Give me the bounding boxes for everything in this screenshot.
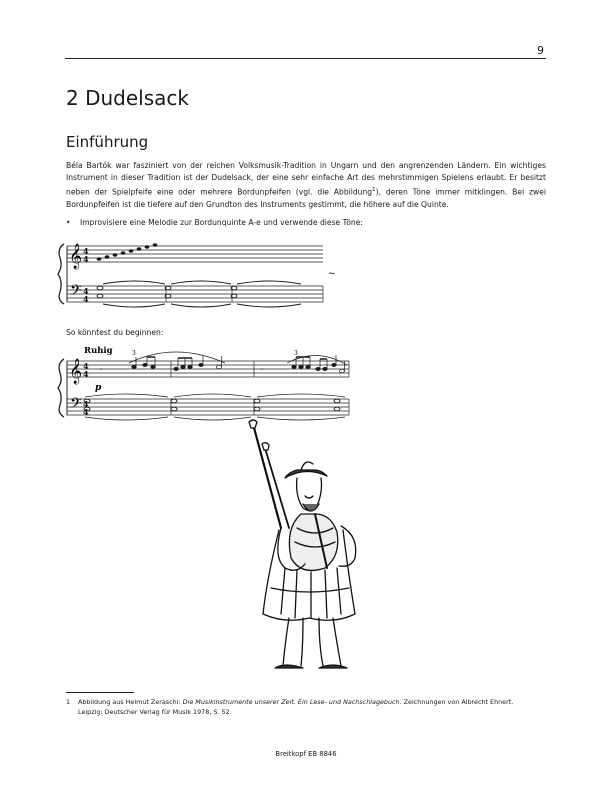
music-example-2 [55, 343, 355, 421]
fermata-icon: ~ [328, 269, 336, 279]
footnote-reference[interactable]: 1 [372, 187, 376, 194]
section-title: Einführung [66, 133, 149, 151]
footnote-rule [66, 692, 134, 693]
tempo-marking: Ruhig [84, 346, 113, 356]
time-signature-top: 4 [83, 246, 89, 256]
time-signature-top: 4 [83, 361, 89, 371]
footnote-book-title: Die Musikinstrumente unserer Zeit. Ein Lese- und Nachschlagebuch. [182, 698, 402, 706]
header-rule [65, 58, 546, 59]
footnote-number: 1 [66, 698, 71, 706]
chapter-number: 2 [66, 86, 79, 110]
time-signature-bottom: 4 [83, 254, 89, 264]
footnote-text: Abbildung aus Helmut Zeraschi: [78, 698, 183, 706]
footer: Breitkopf EB 8846 [275, 750, 337, 758]
page-number: 9 [537, 44, 544, 57]
svg-text:𝄼: 𝄼 [260, 365, 264, 376]
time-signature-bottom: 4 [83, 369, 89, 379]
chapter-title [66, 86, 189, 110]
example-caption: So könntest du beginnen: [66, 328, 164, 337]
treble-clef-icon: 𝄞 [69, 244, 83, 269]
bass-clef-icon: 𝄢 [70, 395, 82, 416]
time-signature-bottom-bass: 4 [83, 294, 89, 304]
footnote-text-after: Zeichnungen von Albrecht Ehnert. [401, 698, 514, 706]
time-signature-top-bass: 4 [83, 399, 89, 409]
time-signature-top-bass: 4 [83, 286, 89, 296]
bagpiper-illustration [245, 418, 375, 680]
drone-notes [84, 399, 340, 411]
bullet-text: Improvisiere eine Melodie zur Bordunquinte A-e und verwende diese Töne: [80, 218, 363, 227]
footnote-line-2: Leipzig: Deutscher Verlag für Musik 1978, S. 52. [78, 708, 232, 716]
treble-clef-icon: 𝄞 [69, 359, 83, 384]
music-example-1 [55, 236, 345, 312]
intro-paragraph [66, 160, 546, 211]
bullet-instruction [66, 218, 363, 227]
triplet-mark-1: 3 [132, 350, 136, 357]
dynamic-marking: p [95, 383, 102, 393]
brace [58, 359, 64, 417]
slurs [85, 352, 347, 420]
triplet-mark-2: 3 [294, 350, 298, 357]
bullet-symbol: • [66, 218, 71, 227]
footnote [66, 697, 546, 717]
bass-clef-icon: 𝄢 [70, 282, 82, 303]
brace [58, 244, 64, 304]
chapter-name: Dudelsack [85, 86, 189, 110]
intro-text-1: Béla Bartók war fasziniert von der reichen Volksmusik-Tradition in Ungarn und den angrenzenden Ländern. Ein wichtiges Instrument in dieser Tradition ist der Dudelsack, der eine sehr einfache Art des mehrstimmigen Spielens erlaubt. Er besitzt neben der Spielpfeife eine oder mehrere Bordunpfeifen (vgl. die Abbildung [66, 161, 546, 197]
time-signature-bottom-bass: 4 [83, 407, 89, 417]
intro-text-2: ), deren Töne immer mitklingen. Bei zwei Bordunpfeifen ist die tiefere auf den Grundton des Instruments gestimmt, die höhere auf die Quinte. [66, 187, 546, 210]
svg-text:𝄼: 𝄼 [99, 365, 103, 376]
